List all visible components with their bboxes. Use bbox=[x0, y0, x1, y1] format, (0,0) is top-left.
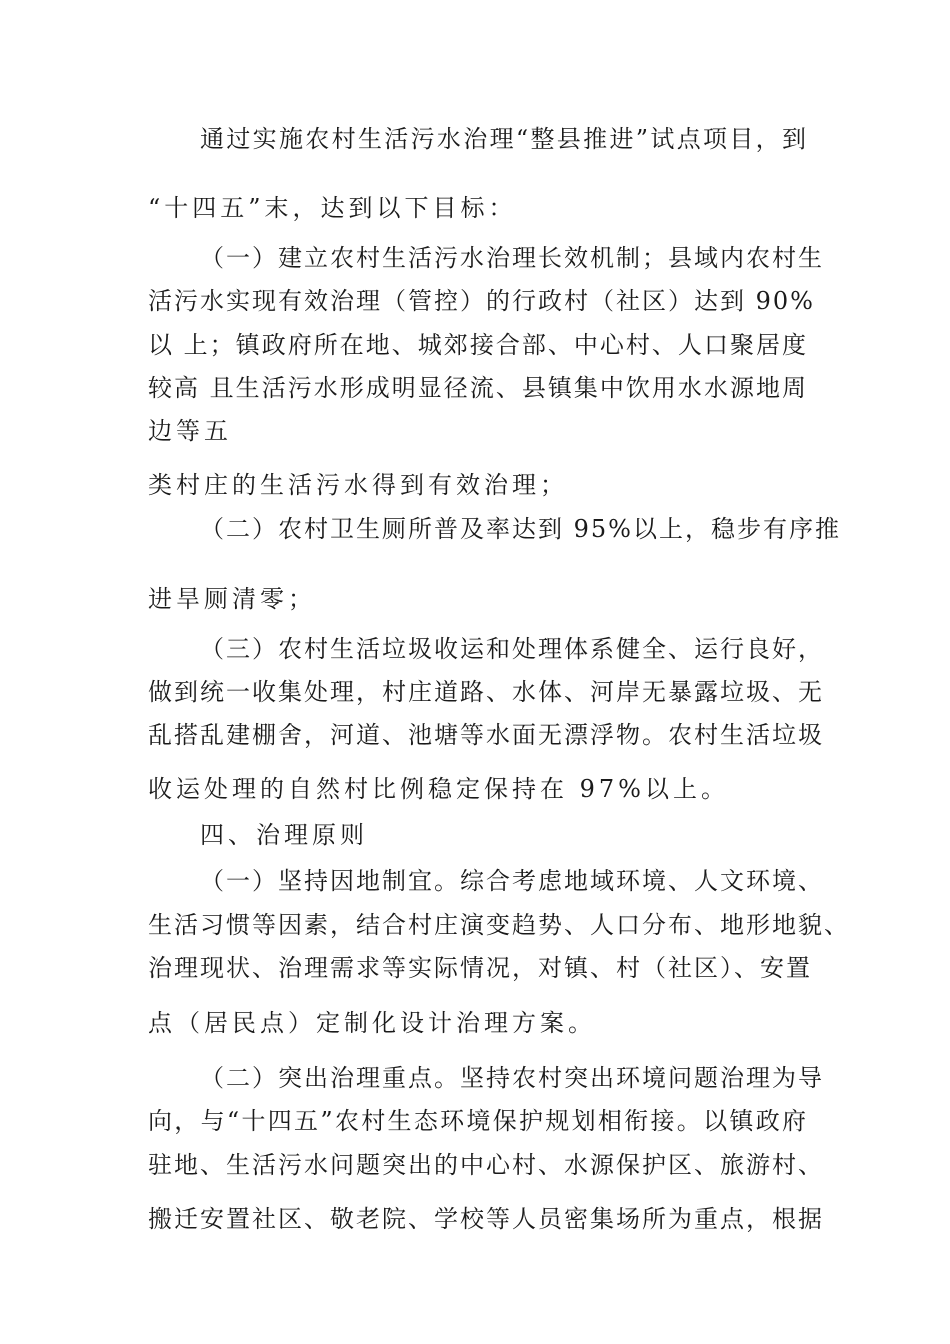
paragraph-line: 做到统一收集处理，村庄道路、水体、河岸无暴露垃圾、无 bbox=[148, 678, 824, 706]
paragraph-line: （一）坚持因地制宜。综合考虑地域环境、人文环境、 bbox=[200, 867, 824, 895]
paragraph-line: 以 上；镇政府所在地、城郊接合部、中心村、人口聚居度 bbox=[148, 331, 808, 359]
paragraph-line: 治理现状、治理需求等实际情况，对镇、村（社区）、安置 bbox=[148, 954, 812, 982]
paragraph-line: 搬迁安置社区、敬老院、学校等人员密集场所为重点，根据 bbox=[148, 1205, 824, 1233]
paragraph-line: “十四五”末，达到以下目标： bbox=[148, 194, 517, 222]
paragraph-line: 驻地、生活污水问题突出的中心村、水源保护区、旅游村、 bbox=[148, 1151, 824, 1179]
paragraph-line: （三）农村生活垃圾收运和处理体系健全、运行良好， bbox=[200, 635, 824, 663]
paragraph-line: 收运处理的自然村比例稳定保持在 97%以上。 bbox=[148, 775, 729, 803]
paragraph-line: 点（居民点）定制化设计治理方案。 bbox=[148, 1009, 596, 1037]
paragraph-line: 生活习惯等因素，结合村庄演变趋势、人口分布、地形地貌、 bbox=[148, 911, 850, 939]
paragraph-line: 通过实施农村生活污水治理“整县推进”试点项目，到 bbox=[200, 125, 808, 153]
paragraph-line: 较高 且生活污水形成明显径流、县镇集中饮用水水源地周 bbox=[148, 374, 808, 402]
paragraph-line: 类村庄的生活污水得到有效治理； bbox=[148, 471, 568, 499]
paragraph-line: （二）突出治理重点。坚持农村突出环境问题治理为导 bbox=[200, 1064, 824, 1092]
paragraph-line: 进旱厕清零； bbox=[148, 585, 316, 613]
section-heading: 四、治理原则 bbox=[200, 821, 368, 849]
paragraph-line: 边等五 bbox=[148, 417, 232, 445]
paragraph-line: 乱搭乱建棚舍，河道、池塘等水面无漂浮物。农村生活垃圾 bbox=[148, 721, 824, 749]
paragraph-line: （一）建立农村生活污水治理长效机制；县域内农村生 bbox=[200, 244, 824, 272]
paragraph-line: 活污水实现有效治理（管控）的行政村（社区）达到 90% bbox=[148, 287, 815, 315]
paragraph-line: 向，与“十四五”农村生态环境保护规划相衔接。以镇政府 bbox=[148, 1107, 808, 1135]
paragraph-line: （二）农村卫生厕所普及率达到 95%以上，稳步有序推 bbox=[200, 515, 841, 543]
